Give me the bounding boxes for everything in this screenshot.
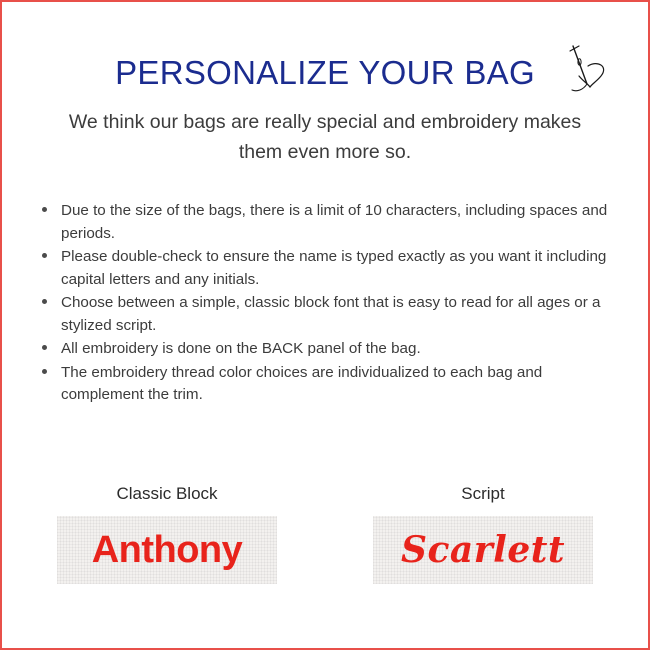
font-sample-label: Classic Block [116, 484, 218, 503]
guidelines-list [38, 200, 618, 408]
list-item-text: All embroidery is done on the BACK panel of the bag. [61, 340, 421, 357]
fabric-swatch-script [373, 516, 593, 584]
list-item [38, 362, 618, 407]
fabric-swatch-classic-block [57, 516, 277, 584]
bullet-dot-icon [42, 207, 47, 212]
font-samples [2, 484, 648, 584]
font-sample-script [373, 484, 593, 584]
page-title: PERSONALIZE YOUR BAG [115, 54, 535, 91]
bullet-dot-icon [42, 253, 47, 258]
page-subtitle: We think our bags are really special and embroidery makes them even more so. [68, 111, 582, 163]
bullet-dot-icon [42, 369, 47, 374]
list-item-text: Due to the size of the bags, there is a limit of 10 characters, including spaces and periods. [61, 202, 608, 242]
font-sample-label: Script [461, 484, 505, 503]
list-item-text: Please double-check to ensure the name is typed exactly as you want it including capital letters and any initials. [61, 248, 607, 288]
list-item [38, 338, 618, 361]
list-item-text: Choose between a simple, classic block font that is easy to read for all ages or a stylized script. [61, 294, 601, 334]
font-sample-classic-block [57, 484, 277, 584]
list-item [38, 200, 618, 245]
embroidery-sample-text: Scarlett [400, 529, 566, 571]
list-item [38, 292, 618, 337]
bullet-dot-icon [42, 345, 47, 350]
embroidery-sample-text: Anthony [91, 529, 243, 571]
card-inner [2, 2, 648, 648]
bullet-dot-icon [42, 299, 47, 304]
needle-and-thread-heart-icon [557, 40, 617, 100]
list-item [38, 246, 618, 291]
list-item-text: The embroidery thread color choices are individualized to each bag and complement the trim. [61, 363, 543, 403]
